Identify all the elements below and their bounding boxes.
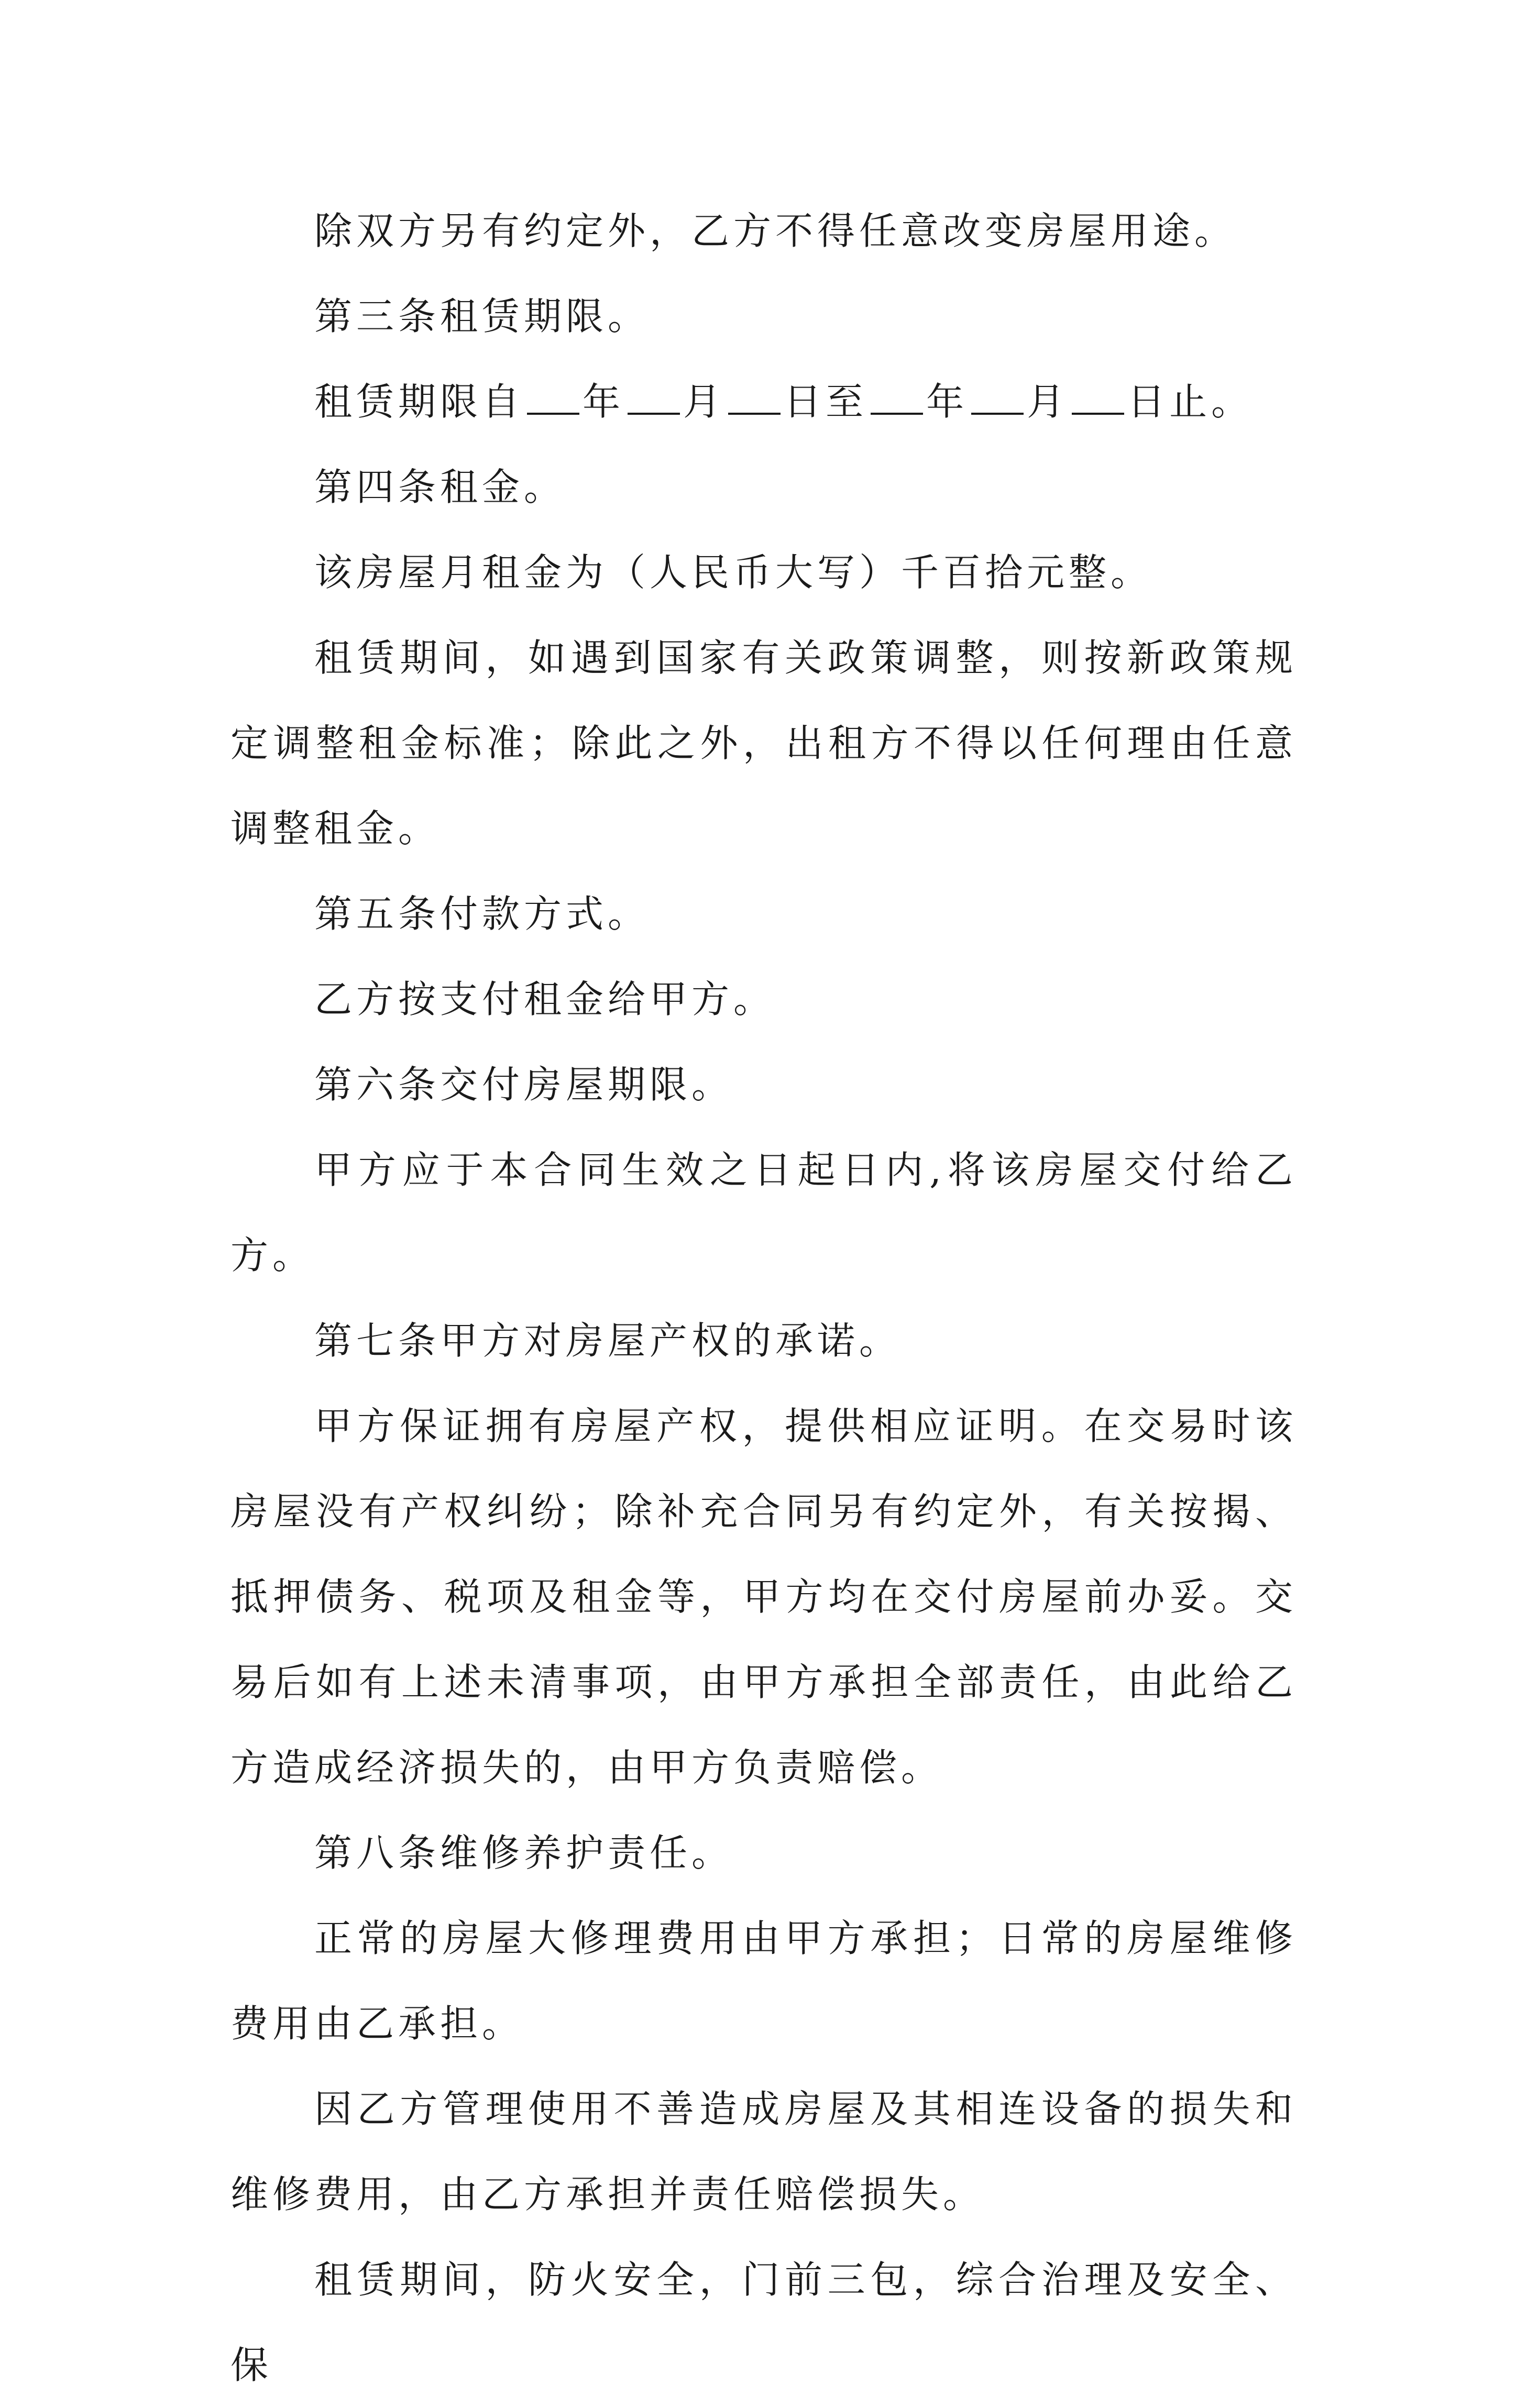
heading-article-4: 第四条租金。: [314, 465, 566, 509]
paragraph-rent-adjustment: 租赁期间，如遇到国家有关政策调整，则按新政策规定调整租金标准；除此之外，出租方不得以任何理由任意调整租金。: [230, 636, 1297, 850]
heading-article-5: 第五条付款方式。: [314, 892, 650, 936]
paragraph-damage-liability: 因乙方管理使用不善造成房屋及其相连设备的损失和维修费用，由乙方承担并责任赔偿损失。: [230, 2087, 1297, 2216]
blank-end-month: [971, 380, 1024, 415]
heading-article-7: 第七条甲方对房屋产权的承诺。: [314, 1319, 902, 1363]
lease-period-day-2: 日止。: [1127, 380, 1254, 424]
lease-period-month-2: 月: [1027, 380, 1069, 424]
paragraph-safety: 租赁期间，防火安全，门前三包，综合治理及安全、保: [230, 2258, 1297, 2387]
lease-period-day-1: 日至: [784, 380, 868, 424]
blank-start-month: [628, 380, 680, 415]
blank-start-year: [527, 380, 579, 415]
heading-article-6: 第六条交付房屋期限。: [314, 1063, 734, 1107]
paragraph-repair-costs: 正常的房屋大修理费用由甲方承担；日常的房屋维修费用由乙承担。: [230, 1916, 1297, 2046]
contract-text: [230, 189, 1297, 2408]
blank-end-day: [1072, 380, 1124, 415]
lease-period-prefix: 租赁期限自: [314, 380, 524, 424]
heading-article-8: 第八条维修养护责任。: [314, 1831, 734, 1875]
lease-period-year-1: 年: [583, 380, 625, 424]
paragraph-lease-period: [230, 359, 1297, 445]
paragraph-payment: 乙方按支付租金给甲方。: [314, 977, 776, 1021]
blank-end-year: [871, 380, 923, 415]
paragraph-delivery: 甲方应于本合同生效之日起日内,将该房屋交付给乙方。: [230, 1148, 1297, 1277]
paragraph-property-rights: 甲方保证拥有房屋产权，提供相应证明。在交易时该房屋没有产权纠纷；除补充合同另有约定外，有关按揭、抵押债务、税项及租金等，甲方均在交付房屋前办妥。交易后如有上述未清事项，由甲方承担全部责任，由此给乙方造成经济损失的，由甲方负责赔偿。: [230, 1404, 1297, 1790]
lease-period-month-1: 月: [683, 380, 726, 424]
paragraph-usage: 除双方另有约定外，乙方不得任意改变房屋用途。: [314, 209, 1237, 253]
heading-article-3: 第三条租赁期限。: [314, 294, 650, 338]
lease-period-year-2: 年: [926, 380, 969, 424]
paragraph-monthly-rent: 该房屋月租金为（人民币大写）千百拾元整。: [314, 550, 1153, 594]
blank-start-day: [728, 380, 781, 415]
